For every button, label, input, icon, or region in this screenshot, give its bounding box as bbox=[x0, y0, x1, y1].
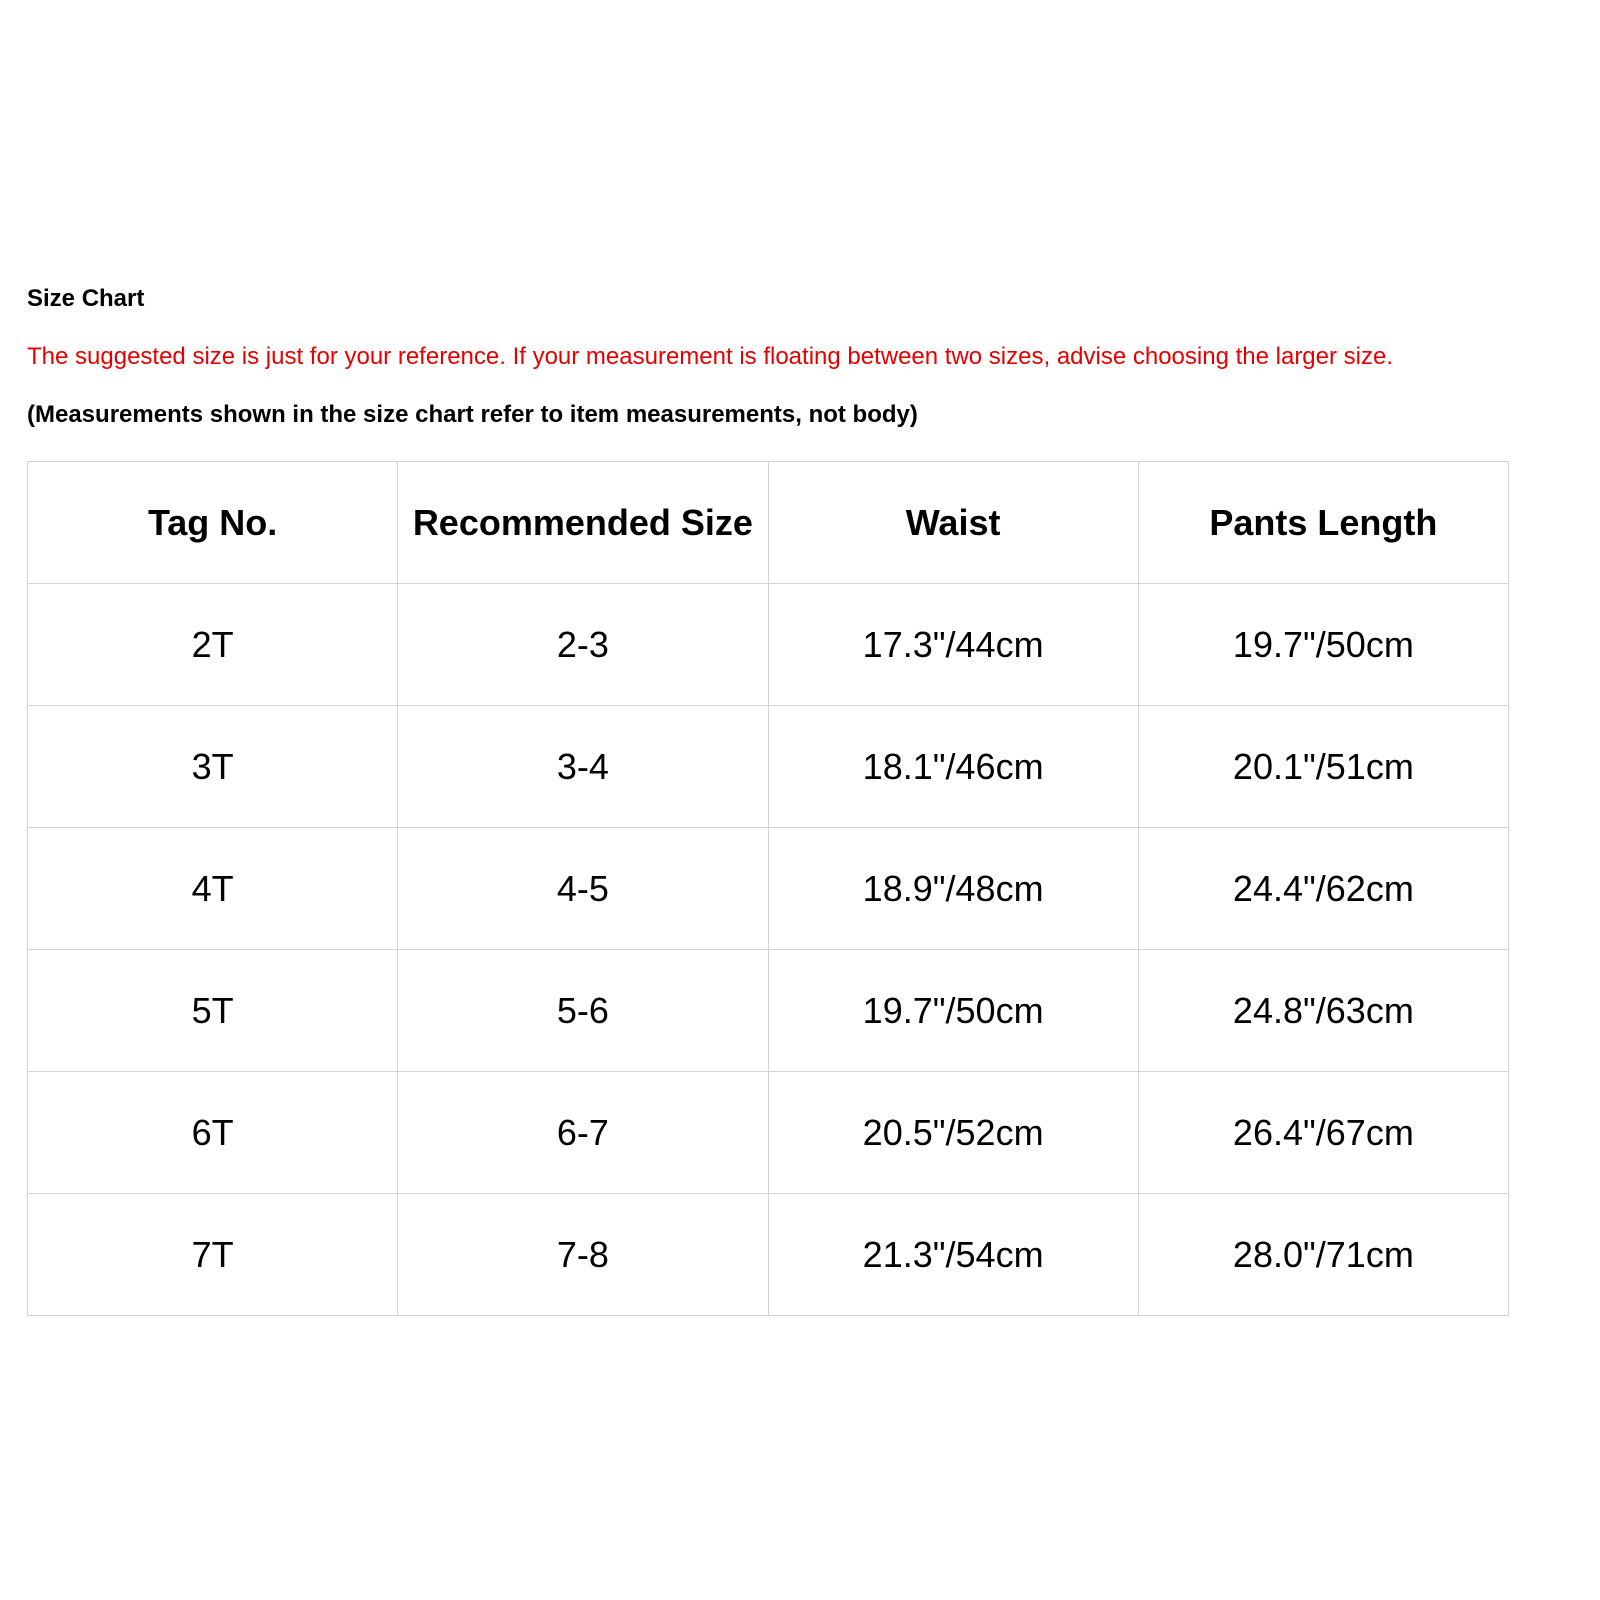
cell-waist: 18.9"/48cm bbox=[768, 828, 1138, 950]
size-table bbox=[27, 461, 1509, 1316]
cell-tag-no: 4T bbox=[28, 828, 398, 950]
cell-recommended-size: 5-6 bbox=[398, 950, 768, 1072]
cell-tag-no: 7T bbox=[28, 1194, 398, 1316]
table-row bbox=[28, 706, 1509, 828]
cell-pants-length: 28.0"/71cm bbox=[1138, 1194, 1508, 1316]
size-reference-note: The suggested size is just for your reference. If your measurement is floating between two sizes, advise choosing the larger size. bbox=[27, 343, 1394, 370]
cell-pants-length: 24.4"/62cm bbox=[1138, 828, 1508, 950]
cell-tag-no: 2T bbox=[28, 584, 398, 706]
cell-recommended-size: 2-3 bbox=[398, 584, 768, 706]
cell-waist: 20.5"/52cm bbox=[768, 1072, 1138, 1194]
header-tag-no: Tag No. bbox=[28, 462, 398, 584]
table-row bbox=[28, 1194, 1509, 1316]
cell-waist: 17.3"/44cm bbox=[768, 584, 1138, 706]
cell-waist: 18.1"/46cm bbox=[768, 706, 1138, 828]
header-pants-length: Pants Length bbox=[1138, 462, 1508, 584]
cell-waist: 19.7"/50cm bbox=[768, 950, 1138, 1072]
cell-pants-length: 19.7"/50cm bbox=[1138, 584, 1508, 706]
cell-waist: 21.3"/54cm bbox=[768, 1194, 1138, 1316]
table-header-row bbox=[28, 462, 1509, 584]
cell-pants-length: 26.4"/67cm bbox=[1138, 1072, 1508, 1194]
table-row bbox=[28, 950, 1509, 1072]
header-waist: Waist bbox=[768, 462, 1138, 584]
cell-pants-length: 20.1"/51cm bbox=[1138, 706, 1508, 828]
cell-recommended-size: 3-4 bbox=[398, 706, 768, 828]
table-row bbox=[28, 584, 1509, 706]
cell-tag-no: 3T bbox=[28, 706, 398, 828]
header-recommended-size: Recommended Size bbox=[398, 462, 768, 584]
table-row bbox=[28, 1072, 1509, 1194]
table-row bbox=[28, 828, 1509, 950]
cell-recommended-size: 6-7 bbox=[398, 1072, 768, 1194]
cell-pants-length: 24.8"/63cm bbox=[1138, 950, 1508, 1072]
cell-tag-no: 6T bbox=[28, 1072, 398, 1194]
measurement-note: (Measurements shown in the size chart refer to item measurements, not body) bbox=[27, 401, 918, 428]
cell-tag-no: 5T bbox=[28, 950, 398, 1072]
cell-recommended-size: 7-8 bbox=[398, 1194, 768, 1316]
size-chart-title: Size Chart bbox=[27, 285, 145, 312]
cell-recommended-size: 4-5 bbox=[398, 828, 768, 950]
